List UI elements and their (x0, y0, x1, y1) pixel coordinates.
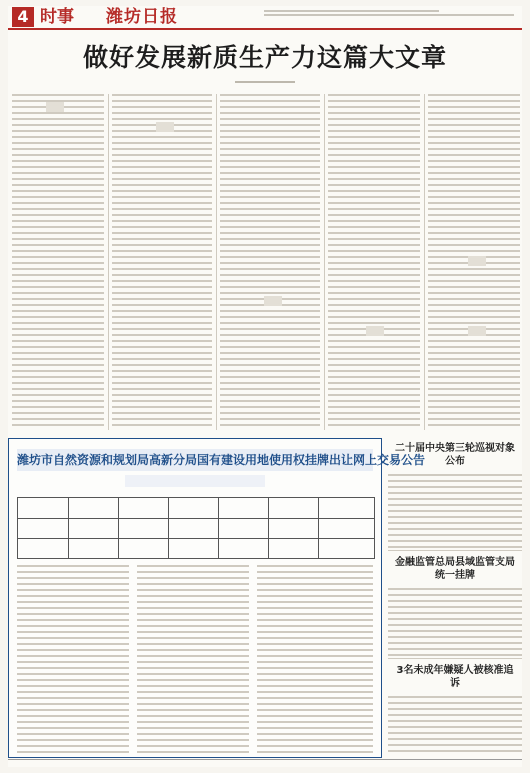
page-footer (8, 759, 522, 768)
section-name: 时事 (40, 7, 74, 27)
paper-name: 潍坊日报 (106, 7, 178, 27)
article-column-2 (112, 94, 212, 430)
page-number: 4 (12, 7, 34, 27)
article-column-1 (12, 94, 104, 430)
notice-text-col-2 (137, 565, 249, 753)
article-column-4 (328, 94, 420, 430)
article-column-3 (220, 94, 320, 430)
news-title: 二十届中央第三轮巡视对象公布 (395, 443, 515, 467)
notice-text-col-1 (17, 565, 129, 753)
masthead-meta (264, 8, 514, 26)
masthead (8, 6, 522, 30)
newspaper-page (8, 6, 522, 767)
notice-subtitle (125, 475, 265, 487)
news-item-1 (388, 442, 522, 546)
notice-text-col-3 (257, 565, 373, 753)
land-transfer-notice (8, 438, 426, 758)
news-title: 金融监管总局县域监管支局统一挂牌 (395, 557, 515, 581)
main-headline: 做好发展新质生产力这篇大文章 (82, 43, 447, 72)
notice-title: 潍坊市自然资源和规划局高新分局国有建设用地使用权挂牌出让网上交易公告 (17, 449, 373, 471)
news-item-2 (388, 556, 522, 654)
parcel-table (17, 497, 375, 559)
news-item-3 (388, 664, 522, 756)
byline (8, 78, 522, 86)
news-title: 3名未成年嫌疑人被核准追诉 (396, 665, 514, 689)
